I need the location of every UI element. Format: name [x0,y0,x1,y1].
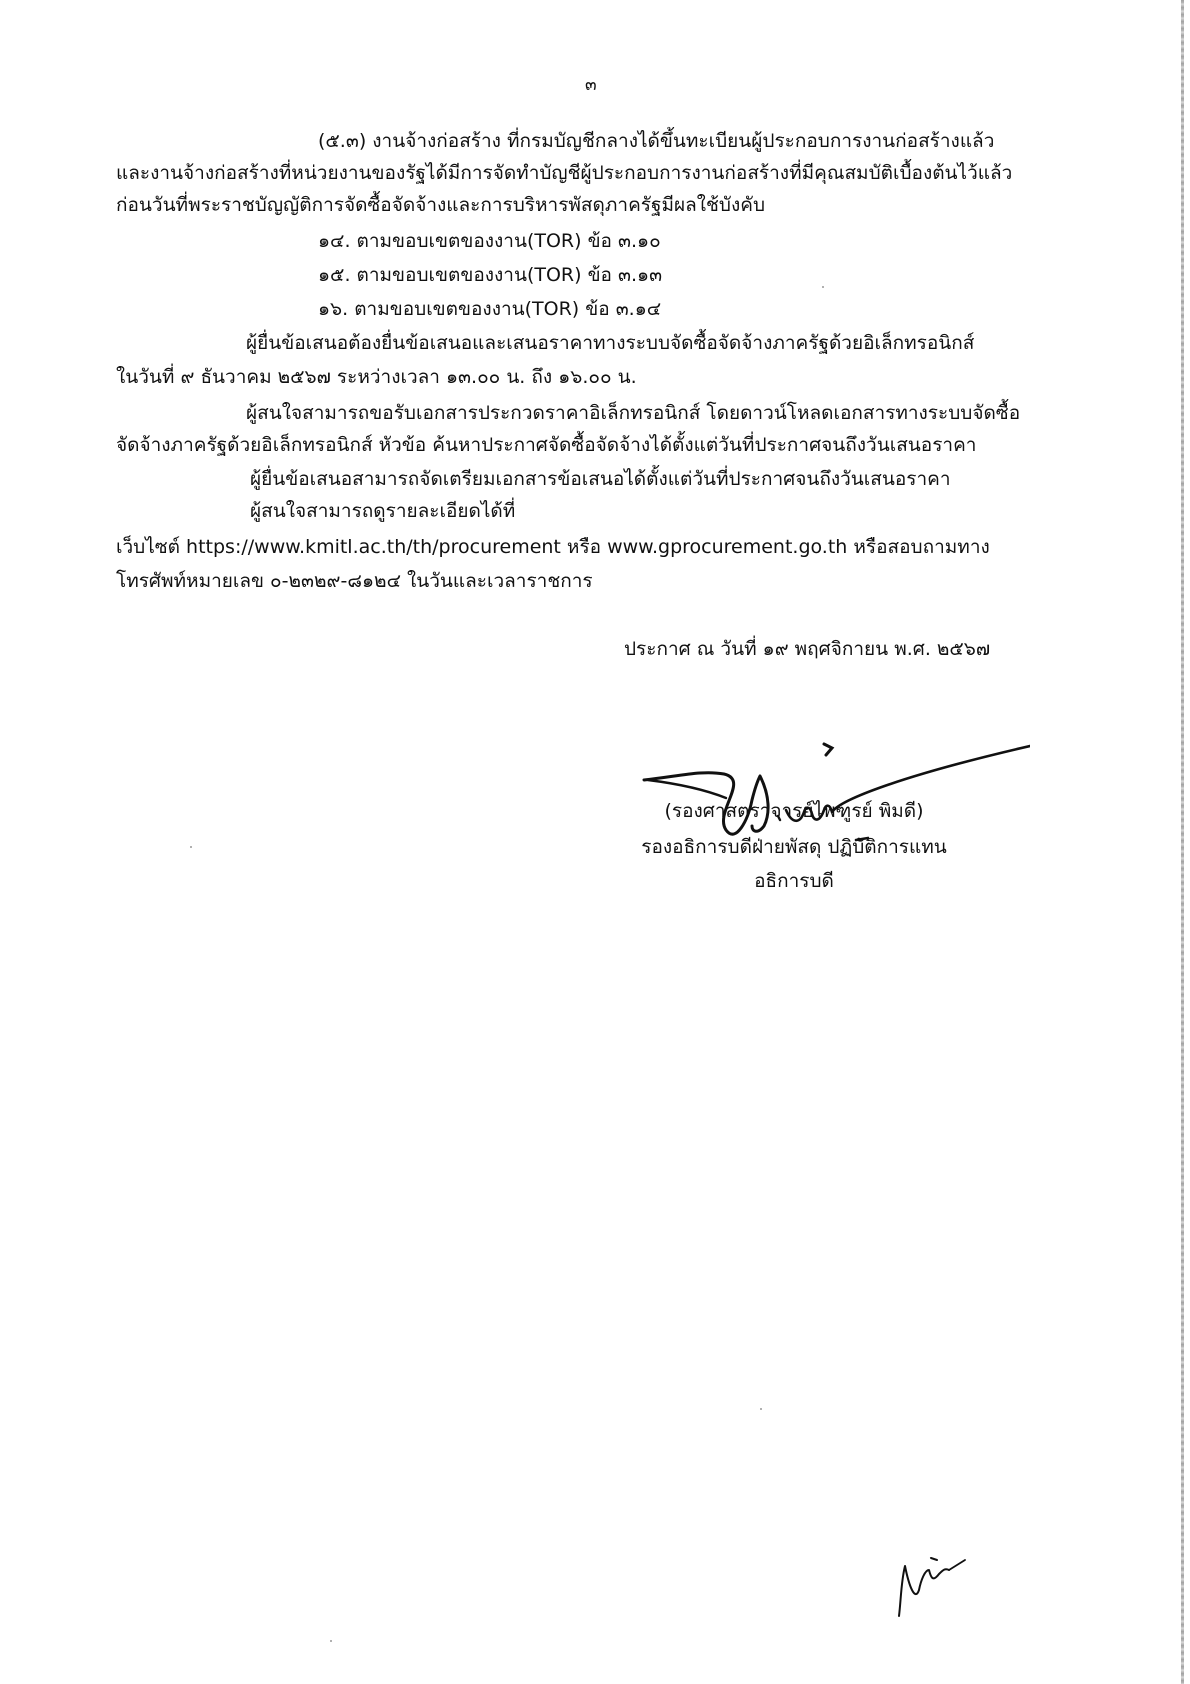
item-15: ๑๕. ตามขอบเขตของงาน(TOR) ข้อ ๓.๑๓ [318,264,663,286]
scan-speck [330,1640,332,1642]
submission-line-2: ในวันที่ ๙ ธันวาคม ๒๕๖๗ ระหว่างเวลา ๑๓.๐๐ น. ถึง ๑๖.๐๐ น. [116,366,637,388]
scan-speck [190,846,192,848]
download-line-2: จัดจ้างภาครัฐด้วยอิเล็กทรอนิกส์ หัวข้อ ค้นหาประกาศจัดซื้อจัดจ้างได้ตั้งแต่วันที่ประกาศจนถึงวันเสนอราคา [116,434,977,456]
phone-line: โทรศัพท์หมายเลข ๐-๒๓๒๙-๘๑๒๔ ในวันและเวลาราชการ [116,570,593,592]
item-16: ๑๖. ตามขอบเขตของงาน(TOR) ข้อ ๓.๑๔ [318,298,662,320]
signatory-position-line-1: รองอธิการบดีฝ่ายพัสดุ ปฏิบัติการแทน [641,836,947,858]
details-line: ผู้สนใจสามารถดูรายละเอียดได้ที่ [250,500,516,522]
website-line: เว็บไซต์ https://www.kmitl.ac.th/th/procurement หรือ www.gprocurement.go.th หรือสอบถามทาง [116,536,990,558]
announcement-date: ประกาศ ณ วันที่ ๑๙ พฤศจิกายน พ.ศ. ๒๕๖๗ [624,638,991,660]
handwritten-initials [895,1530,975,1620]
signatory-name: (รองศาสตราจารย์ไพฑูรย์ พิมดี) [664,800,924,822]
para-5-3-line-1: (๕.๓) งานจ้างก่อสร้าง ที่กรมบัญชีกลางได้ขึ้นทะเบียนผู้ประกอบการงานก่อสร้างแล้ว [318,130,995,152]
signatory-position-line-2: อธิการบดี [754,870,834,892]
scan-speck [822,286,824,288]
submission-line-1: ผู้ยื่นข้อเสนอต้องยื่นข้อเสนอและเสนอราคาทางระบบจัดซื้อจัดจ้างภาครัฐด้วยอิเล็กทรอนิกส์ [246,332,975,354]
scan-speck [760,1408,762,1410]
para-5-3-line-3: ก่อนวันที่พระราชบัญญัติการจัดซื้อจัดจ้างและการบริหารพัสดุภาครัฐมีผลใช้บังคับ [116,194,766,216]
item-14: ๑๔. ตามขอบเขตของงาน(TOR) ข้อ ๓.๑๐ [318,230,661,252]
prepare-line: ผู้ยื่นข้อเสนอสามารถจัดเตรียมเอกสารข้อเสนอได้ตั้งแต่วันที่ประกาศจนถึงวันเสนอราคา [250,468,951,490]
download-line-1: ผู้สนใจสามารถขอรับเอกสารประกวดราคาอิเล็กทรอนิกส์ โดยดาวน์โหลดเอกสารทางระบบจัดซื้อ [246,402,1021,424]
scan-edge-artifact [1181,0,1184,1684]
page-number: ๓ [585,75,597,95]
para-5-3-line-2: และงานจ้างก่อสร้างที่หน่วยงานของรัฐได้มีการจัดทำบัญชีผู้ประกอบการงานก่อสร้างที่มีคุณสมบัติเบื้องต้นไว้แล้ว [116,162,1013,184]
